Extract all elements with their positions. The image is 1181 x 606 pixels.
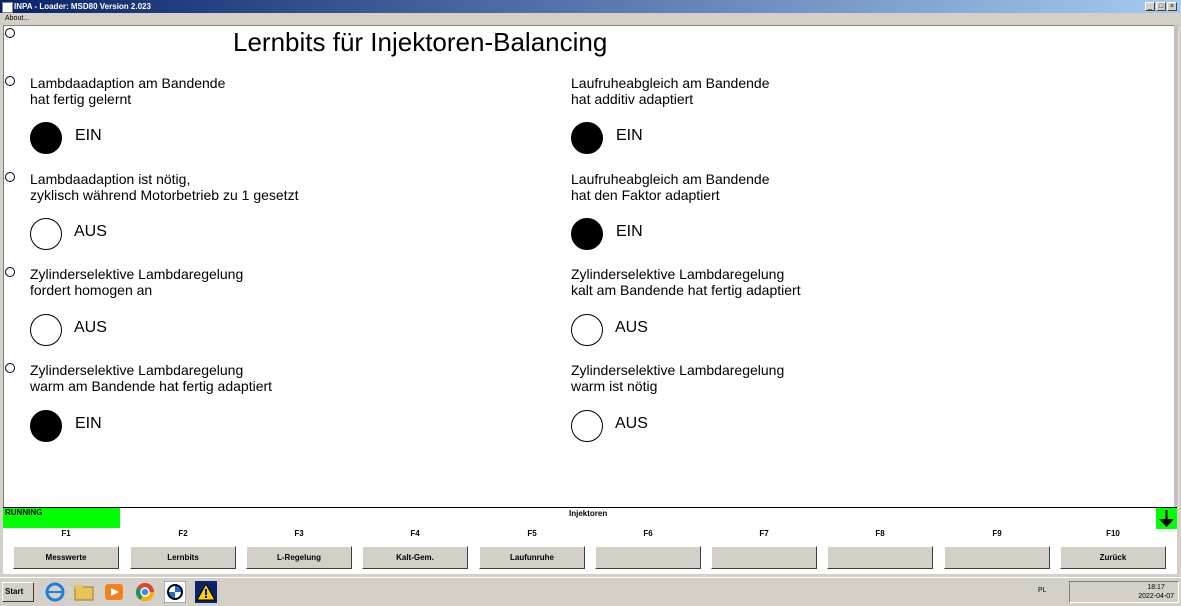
- lernbits-button[interactable]: Lernbits: [130, 546, 236, 569]
- fkey-label-f2: F2: [178, 529, 188, 538]
- laufunruhe-button[interactable]: Laufunruhe: [479, 546, 585, 569]
- status-lamp-6: [571, 314, 603, 346]
- status-title: Injektoren: [569, 509, 608, 518]
- item-label-5: Zylinderselektive Lambdaregelung fordert homogen an: [30, 266, 244, 298]
- status-bar: [3, 507, 1177, 530]
- zurueck-button[interactable]: Zurück: [1060, 546, 1166, 569]
- fkey-label-f5: F5: [527, 529, 537, 538]
- close-button[interactable]: ×: [1167, 2, 1177, 11]
- fkey-label-f4: F4: [410, 529, 420, 538]
- system-tray: [1069, 581, 1179, 603]
- f9-button[interactable]: [944, 546, 1050, 569]
- f6-button[interactable]: [595, 546, 701, 569]
- bmw-icon[interactable]: [164, 581, 186, 603]
- status-text-3: AUS: [74, 223, 107, 240]
- window-title: INPA - Loader: MSD80 Version 2.023: [14, 2, 151, 11]
- running-indicator: RUNNING: [3, 508, 120, 528]
- fkey-label-f10: F10: [1106, 529, 1120, 538]
- status-text-2: EIN: [616, 127, 643, 144]
- status-text-1: EIN: [75, 127, 102, 144]
- radio-title[interactable]: [5, 28, 15, 38]
- item-label-4: Laufruheabgleich am Bandende hat den Faktor adaptiert: [571, 171, 770, 203]
- folder-icon[interactable]: [73, 581, 95, 603]
- item-label-7: Zylinderselektive Lambdaregelung warm am Bandende hat fertig adaptiert: [30, 362, 273, 394]
- radio-row-1[interactable]: [5, 76, 15, 86]
- status-text-4: EIN: [616, 223, 643, 240]
- internet-explorer-icon[interactable]: [44, 581, 66, 603]
- clock[interactable]: [1138, 583, 1174, 601]
- item-label-8: Zylinderselektive Lambdaregelung warm ist nötig: [571, 362, 785, 394]
- f8-button[interactable]: [827, 546, 933, 569]
- messwerte-button[interactable]: Messwerte: [13, 546, 119, 569]
- status-lamp-8: [571, 410, 603, 442]
- chrome-icon[interactable]: [134, 581, 156, 603]
- fkey-label-f1: F1: [61, 529, 71, 538]
- item-label-2: Laufruheabgleich am Bandende hat additiv adaptiert: [571, 75, 770, 107]
- status-lamp-1: [30, 122, 62, 154]
- radio-row-2[interactable]: [5, 172, 15, 182]
- start-label: Start: [5, 587, 24, 596]
- item-label-6: Zylinderselektive Lambdaregelung kalt am Bandende hat fertig adaptiert: [571, 266, 801, 298]
- scrollbar[interactable]: [1174, 25, 1178, 507]
- f7-button[interactable]: [711, 546, 817, 569]
- status-text-7: EIN: [75, 415, 102, 432]
- status-text-5: AUS: [74, 319, 107, 336]
- radio-row-4[interactable]: [5, 363, 15, 373]
- menu-about[interactable]: About...: [5, 15, 30, 22]
- fkey-label-f8: F8: [875, 529, 885, 538]
- page-title: Lernbits für Injektoren-Balancing: [233, 27, 608, 57]
- status-text-6: AUS: [615, 319, 648, 336]
- clock-time: 18:17: [1147, 584, 1165, 591]
- taskbar: [0, 577, 1181, 606]
- fkey-label-f7: F7: [759, 529, 769, 538]
- down-arrow-icon[interactable]: [1156, 508, 1177, 529]
- menu-bar: [0, 13, 1181, 24]
- l-regelung-button[interactable]: L-Regelung: [246, 546, 352, 569]
- title-bar: [0, 0, 1181, 13]
- language-indicator[interactable]: PL: [1038, 587, 1047, 594]
- media-player-icon[interactable]: [103, 581, 125, 603]
- status-lamp-3: [30, 218, 62, 250]
- radio-row-3[interactable]: [5, 267, 15, 277]
- status-lamp-2: [571, 122, 603, 154]
- item-label-3: Lambdaadaption ist nötig, zyklisch während Motorbetrieb zu 1 gesetzt: [30, 171, 299, 203]
- status-lamp-5: [30, 314, 62, 346]
- app-icon: [2, 2, 13, 13]
- clock-date: 2022-04-07: [1138, 593, 1174, 600]
- warning-icon[interactable]: [195, 581, 217, 603]
- status-lamp-4: [571, 218, 603, 250]
- minimize-button[interactable]: _: [1145, 2, 1155, 11]
- fkey-label-f3: F3: [294, 529, 304, 538]
- kalt-gem-button[interactable]: Kalt-Gem.: [362, 546, 468, 569]
- status-text-8: AUS: [615, 415, 648, 432]
- item-label-1: Lambdaadaption am Bandende hat fertig gelernt: [30, 75, 226, 107]
- fkey-label-f9: F9: [992, 529, 1002, 538]
- status-lamp-7: [30, 410, 62, 442]
- start-button[interactable]: [2, 582, 34, 602]
- maximize-button[interactable]: □: [1156, 2, 1166, 11]
- fkey-label-f6: F6: [643, 529, 653, 538]
